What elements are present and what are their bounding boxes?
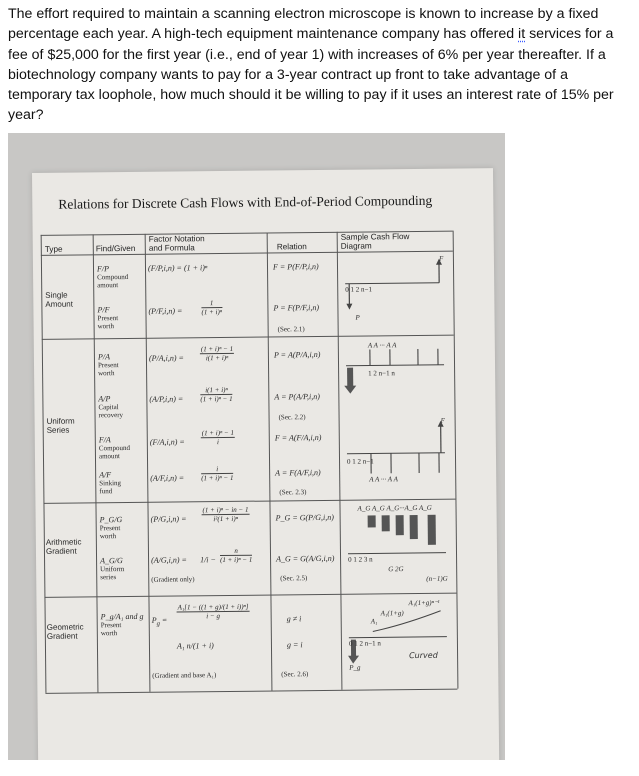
diagram-label: A A ··· A A bbox=[367, 341, 397, 350]
header-find-given: Find/Given bbox=[95, 243, 136, 254]
formula-fraction bbox=[200, 386, 232, 403]
header-factor: and Formula bbox=[148, 243, 195, 253]
find-given: P/A bbox=[97, 352, 110, 362]
relation: A_G = G(A/G,i,n) bbox=[276, 553, 335, 564]
row-desc: worth bbox=[99, 532, 117, 541]
section-ref: (Sec. 2.5) bbox=[280, 574, 308, 583]
section-label: Single bbox=[45, 290, 68, 300]
question-fragment: percentage each year. A high-tech equipment maintenance company has offered bbox=[8, 26, 519, 43]
row-desc: series bbox=[100, 573, 117, 582]
diagram-ticks: 0 1 2 3 n bbox=[348, 555, 373, 564]
relation: P = F(P/F,i,n) bbox=[273, 303, 320, 313]
factor-formula: (A/P,i,n) = bbox=[149, 394, 184, 404]
formula-fraction bbox=[201, 506, 249, 524]
header-diagram: Sample Cash Flow bbox=[340, 232, 410, 242]
row-desc: worth bbox=[97, 322, 114, 331]
col-line bbox=[145, 234, 151, 692]
question-line: biotechnology company wants to pay for a 3-year contract up front to take advantage of a bbox=[8, 66, 568, 83]
relation: F = P(F/P,i,n) bbox=[272, 262, 319, 272]
denominator: i²(1 + i)ⁿ bbox=[213, 514, 238, 524]
find-given: P_g/A₁ and g bbox=[100, 611, 144, 622]
diagram-ticks: 0 1 2 n−1 n bbox=[348, 639, 381, 648]
relation: P_G = G(P/G,i,n) bbox=[275, 512, 334, 523]
table-photo bbox=[8, 133, 505, 760]
section-ref: (Sec. 2.6) bbox=[281, 670, 309, 679]
denominator: i − g bbox=[206, 612, 220, 621]
question-text bbox=[8, 4, 634, 126]
find-given: A_G/G bbox=[100, 556, 123, 566]
relation: g = i bbox=[286, 640, 303, 650]
diagram-ticks: 0 1 2 n−1 bbox=[346, 457, 374, 466]
row-desc: Sinking bbox=[99, 479, 122, 488]
factor-formula: (A/F,i,n) = bbox=[150, 473, 185, 483]
diagram-label: A₁(1+g)ⁿ⁻¹ bbox=[408, 598, 440, 608]
relation: P = A(P/A,i,n) bbox=[273, 349, 321, 360]
formula-note: (Gradient only) bbox=[151, 575, 195, 584]
denominator: i bbox=[216, 438, 219, 447]
diagram-label: P bbox=[355, 313, 360, 322]
table-title: Relations for Discrete Cash Flows with End-of-Period Compounding bbox=[58, 192, 433, 212]
denominator: (1 + i)ⁿ − 1 bbox=[220, 555, 253, 565]
formula-fraction bbox=[201, 429, 235, 446]
factor-formula: (F/P,i,n) = (1 + i)ⁿ bbox=[147, 263, 208, 273]
diagram-label: (n−1)G bbox=[426, 574, 448, 583]
numerator: (1 + i)ⁿ − in − 1 bbox=[202, 505, 249, 515]
question-line bbox=[8, 24, 634, 44]
numerator: (1 + i)ⁿ − 1 bbox=[200, 344, 234, 354]
factor-formula: 1/i − bbox=[200, 555, 216, 565]
row-desc: worth bbox=[98, 369, 115, 378]
formula-fraction bbox=[220, 547, 252, 564]
diagram-label: A A ··· A A bbox=[369, 475, 398, 484]
row-desc: Present bbox=[97, 361, 119, 370]
row-desc: Present bbox=[99, 524, 121, 533]
question-line: The effort required to maintain a scanning electron microscope is known to increase by a fixed bbox=[8, 6, 599, 22]
timeline bbox=[349, 637, 447, 638]
row-desc: Uniform bbox=[100, 565, 125, 574]
gradient-bars bbox=[368, 515, 436, 546]
header-factor: Factor Notation bbox=[148, 234, 205, 244]
find-given: P/F bbox=[97, 305, 110, 315]
relation: g ≠ i bbox=[286, 614, 302, 624]
section-label: Uniform bbox=[46, 416, 75, 426]
row-desc: recovery bbox=[98, 411, 124, 420]
section-label: Arithmetic bbox=[45, 537, 82, 547]
row-desc: Compound bbox=[98, 443, 131, 453]
arrow-head bbox=[346, 304, 352, 310]
present-arrow bbox=[347, 368, 353, 388]
row-desc: amount bbox=[97, 281, 119, 290]
table-border-bottom bbox=[45, 689, 457, 694]
diagram-ticks: 0 1 2 n−1 bbox=[345, 285, 372, 294]
annuity-arrows bbox=[371, 453, 439, 474]
header-diagram: Diagram bbox=[340, 241, 372, 251]
diagram-label: A₁ bbox=[370, 617, 378, 626]
section-label: Series bbox=[46, 425, 70, 435]
denominator: (1 + i)ⁿ bbox=[201, 308, 223, 317]
find-given: F/A bbox=[98, 435, 111, 445]
section-label: Geometric bbox=[46, 622, 84, 632]
row-desc: fund bbox=[99, 487, 113, 496]
row-desc: Compound bbox=[97, 272, 129, 282]
factor-formula: (F/A,i,n) = bbox=[149, 437, 185, 447]
formula-fraction bbox=[177, 603, 250, 621]
formula-note: (Gradient and base A₁) bbox=[152, 671, 217, 680]
col-line bbox=[93, 234, 99, 692]
diagram-label: G 2G bbox=[388, 565, 404, 574]
find-given: F/P bbox=[96, 264, 110, 274]
diagram-label: P_g bbox=[349, 663, 361, 672]
formula-fraction bbox=[201, 299, 222, 316]
factor-formula: A₁ n/(1 + i) bbox=[176, 641, 214, 651]
diagram-ticks: 1 2 n−1 n bbox=[368, 369, 395, 378]
formula-fraction bbox=[201, 465, 233, 482]
row-desc: worth bbox=[100, 629, 118, 638]
formula-table-sheet bbox=[32, 168, 499, 760]
header-type: Type bbox=[44, 244, 63, 254]
relation: A = P(A/P,i,n) bbox=[274, 391, 320, 402]
diagram-label: F bbox=[440, 416, 445, 425]
section-label: Gradient bbox=[45, 546, 77, 556]
find-given: P_G/G bbox=[99, 515, 123, 525]
question-line: year? bbox=[8, 107, 44, 124]
section-label: Gradient bbox=[46, 631, 78, 641]
question-line: fee of $25,000 for the first year (i.e., end of year 1) with increases of 6% per year thereafter. If a bbox=[8, 46, 606, 63]
timeline bbox=[347, 453, 445, 454]
numerator: i bbox=[201, 465, 233, 474]
row-desc: Present bbox=[97, 314, 119, 323]
relation: F = A(F/A,i,n) bbox=[274, 432, 322, 443]
header-relation: Relation bbox=[276, 242, 307, 252]
annuity-arrows bbox=[370, 349, 438, 366]
numerator: A₁[1 − ((1 + g)/(1 + i))ⁿ] bbox=[177, 602, 249, 612]
handwritten-note: Curved bbox=[409, 650, 438, 661]
timeline bbox=[346, 365, 444, 366]
diagram-label: A₁(1+g) bbox=[380, 609, 404, 618]
question-fragment: services for a bbox=[525, 26, 614, 43]
factor-formula: (A/G,i,n) = bbox=[151, 555, 187, 565]
numerator: (1 + i)ⁿ − 1 bbox=[201, 428, 235, 438]
diagram-label: F bbox=[438, 254, 444, 263]
section-label: Amount bbox=[45, 299, 74, 309]
denominator: i(1 + i)ⁿ bbox=[205, 353, 229, 363]
find-given: A/P bbox=[98, 394, 111, 404]
numerator: 1 bbox=[201, 299, 222, 308]
arrow-head bbox=[344, 386, 356, 394]
numerator: i(1 + i)ⁿ bbox=[200, 386, 232, 395]
col-line bbox=[267, 233, 273, 691]
denominator: (1 + i)ⁿ − 1 bbox=[200, 394, 233, 404]
formula-fraction bbox=[200, 345, 234, 362]
section-ref: (Sec. 2.1) bbox=[277, 325, 305, 334]
timeline bbox=[348, 553, 446, 554]
row-desc: Capital bbox=[98, 403, 119, 412]
spellcheck-word[interactable]: it bbox=[518, 26, 526, 43]
find-given: A/F bbox=[99, 470, 112, 480]
question-line: temporary tax loophole, how much should it be willing to pay if it uses an interest rate of 15% per bbox=[8, 87, 614, 104]
numerator: n bbox=[220, 547, 252, 556]
row-desc: Present bbox=[100, 621, 122, 630]
factor-formula: (P/F,i,n) = bbox=[148, 306, 183, 316]
factor-formula: $P_g$ = bbox=[151, 615, 168, 628]
timeline bbox=[345, 283, 439, 284]
section-ref: (Sec. 2.2) bbox=[278, 413, 306, 422]
section-ref: (Sec. 2.3) bbox=[279, 488, 307, 497]
factor-formula: (P/G,i,n) = bbox=[150, 514, 187, 524]
arrow-head bbox=[348, 656, 359, 664]
diagram-label: A_G A_G A_G···A_G A_G bbox=[357, 503, 432, 513]
relation: A = F(A/F,i,n) bbox=[275, 467, 321, 478]
denominator: (1 + i)ⁿ − 1 bbox=[201, 473, 234, 483]
row-desc: amount bbox=[98, 452, 121, 461]
factor-formula: (P/A,i,n) = bbox=[148, 353, 184, 363]
